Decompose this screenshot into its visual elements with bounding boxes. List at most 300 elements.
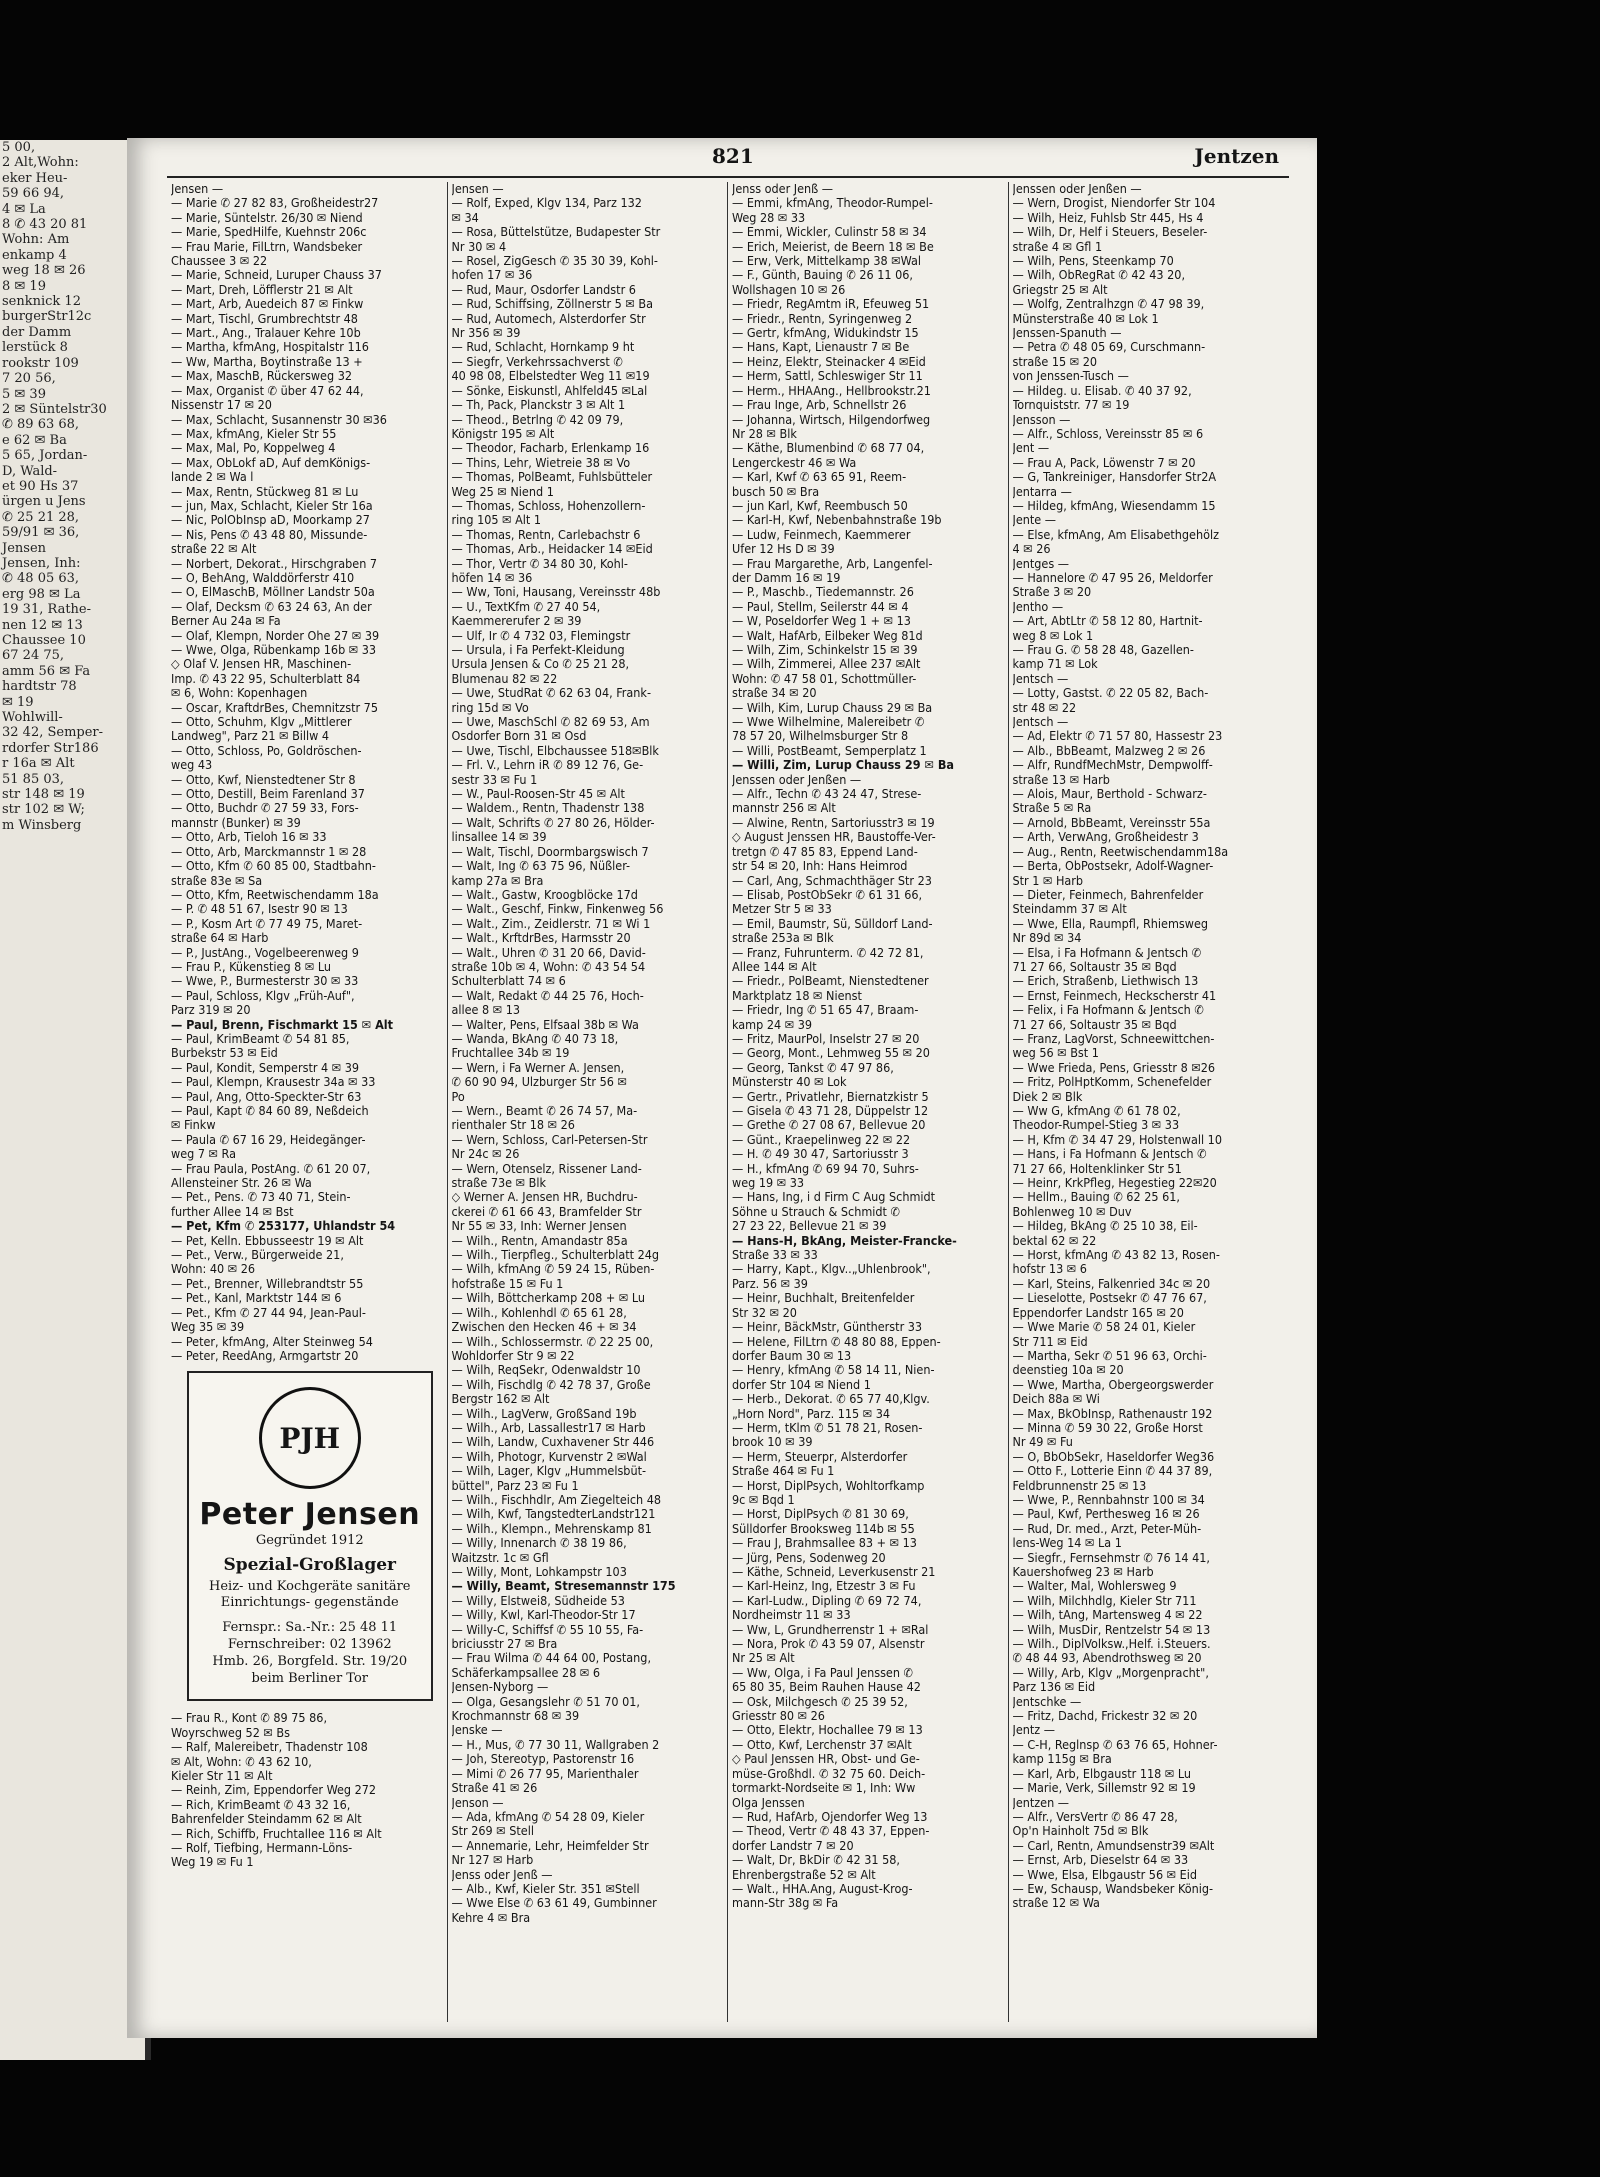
directory-entry: — Max, ObLokf aD, Auf demKönigs- (171, 455, 371, 470)
directory-entry: — Frl. V., Lehrn iR ✆ 89 12 76, Ge- (451, 758, 644, 773)
facing-page-line: Wohn: Am (2, 232, 70, 248)
directory-entry: ✉ Alt, Wohn: ✆ 43 62 10, (171, 1754, 312, 1769)
directory-entry: — Otto, Schloss, Po, Goldröschen- (171, 743, 362, 758)
surname-heading: Jenssen oder Jenßen — (1012, 182, 1142, 196)
directory-entry: — Henry, kfmAng ✆ 58 14 11, Nien- (732, 1363, 935, 1378)
directory-entry: straße 83e ✉ Sa (171, 873, 263, 888)
directory-entry: — Otto, Arb, Marckmannstr 1 ✉ 28 (171, 844, 367, 859)
directory-entry: — Otto, Kfm ✆ 60 85 00, Stadtbahn- (171, 859, 376, 874)
directory-entry: — Max, Organist ✆ über 47 62 44, (171, 383, 364, 398)
directory-entry: Str 269 ✉ Stell (451, 1824, 534, 1839)
directory-entry: Parz 136 ✉ Eid (1012, 1680, 1096, 1695)
directory-entry: — Walt., HHA.Ang, August-Krog- (732, 1881, 913, 1896)
directory-entry: — Hans, Ing, i d Firm C Aug Schmidt (732, 1190, 936, 1205)
directory-entry: Schäferkampsallee 28 ✉ 6 (451, 1665, 601, 1680)
directory-entry: — Ww, Olga, i Fa Paul Jenssen ✆ (732, 1665, 913, 1680)
directory-entry: — Siegfr, Verkehrssachverst ✆ (451, 354, 623, 369)
directory-entry: — Paul, Ang, Otto-Speckter-Str 63 (171, 1089, 362, 1104)
surname-heading: Jentzen — (1012, 1795, 1070, 1810)
directory-entry: — Fritz, PolHptKomm, Schenefelder (1012, 1075, 1212, 1090)
directory-entry: — Marie, SpedHilfe, Kuehnstr 206c (171, 225, 367, 240)
header-rule (167, 176, 1289, 178)
directory-entry: mann-Str 38g ✉ Fa (732, 1896, 839, 1911)
directory-entry: straße 15 ✉ 20 (1012, 354, 1098, 369)
directory-entry: — H., Mus, ✆ 77 30 11, Wallgraben 2 (451, 1737, 660, 1752)
directory-entry: — Frau Inge, Arb, Schnellstr 26 (732, 398, 907, 413)
directory-entry: 40 98 08, Elbelstedter Weg 11 ✉19 (451, 369, 650, 384)
directory-entry: Straße 41 ✉ 26 (451, 1781, 538, 1796)
directory-entry: — Wwe Marie ✆ 58 24 01, Kieler (1012, 1320, 1196, 1335)
directory-entry: Söhne u Strauch & Schmidt ✆ (732, 1204, 900, 1219)
facing-page-line: Chaussee 10 (2, 633, 86, 648)
directory-entry: 27 23 22, Bellevue 21 ✉ 39 (732, 1219, 887, 1234)
directory-entry: lens-Weg 14 ✉ La 1 (1012, 1536, 1122, 1551)
directory-entry: Marktplatz 18 ✉ Nienst (732, 988, 862, 1003)
directory-entry: — jun, Max, Schlacht, Kieler Str 16a (171, 498, 373, 513)
facing-page-line: 2 Alt,Wohn: (2, 155, 79, 171)
surname-heading: Jentsch — (1012, 715, 1069, 730)
directory-entry: — Ulf, Ir ✆ 4 732 03, Flemingstr (451, 628, 631, 643)
facing-page-line: erg 98 ✉ La (2, 586, 81, 602)
directory-entry: — Wilh, Heiz, Fuhlsb Str 445, Hs 4 (1012, 210, 1204, 225)
directory-entry: — Walter, Pens, Elfsaal 38b ✉ Wa (451, 1017, 639, 1032)
directory-entry: mannstr 256 ✉ Alt (732, 801, 836, 816)
directory-entry: — Pet., Kanl, Marktstr 144 ✉ 6 (171, 1291, 342, 1306)
directory-entry: — Carl, Ang, Schmachthäger Str 23 (732, 873, 932, 888)
directory-entry: Parz 319 ✉ 20 (171, 1003, 251, 1018)
directory-entry: — Wilh, Photogr, Kurvenstr 2 ✉Wal (451, 1449, 647, 1464)
directory-column-2 (448, 182, 729, 2022)
directory-column-3 (728, 182, 1009, 2022)
directory-entry: — Mart, Arb, Auedeich 87 ✉ Finkw (171, 297, 364, 312)
directory-entry: — P., JustAng., Vogelbeerenweg 9 (171, 945, 359, 960)
directory-entry: str 54 ✉ 20, Inh: Hans Heimrod (732, 859, 908, 874)
surname-heading: Jentho — (1012, 599, 1064, 614)
directory-entry: — Jürg, Pens, Sodenweg 20 (732, 1550, 886, 1565)
directory-entry: — W, Poseldorfer Weg 1 + ✉ 13 (732, 614, 911, 629)
directory-entry: — Oscar, KraftdrBes, Chemnitzstr 75 (171, 700, 378, 715)
directory-entry: Zwischen den Hecken 46 + ✉ 34 (451, 1320, 637, 1335)
directory-entry: — Thor, Vertr ✆ 34 80 30, Kohl- (451, 556, 628, 571)
directory-entry: — Uwe, MaschSchl ✆ 82 69 53, Am (451, 715, 650, 730)
directory-entry: Theodor-Rumpel-Stieg 3 ✉ 33 (1012, 1118, 1180, 1133)
directory-entry: — G, Tankreiniger, Hansdorfer Str2A (1012, 470, 1217, 485)
facing-page-line: 51 85 03, (2, 771, 65, 787)
directory-entry: — Alb., Kwf, Kieler Str. 351 ✉Stell (451, 1881, 640, 1896)
directory-entry: 65 80 35, Beim Rauhen Hause 42 (732, 1680, 921, 1695)
directory-entry: — Rud, Maur, Osdorfer Landstr 6 (451, 282, 636, 297)
directory-entry: — Walt, Tischl, Doormbargswisch 7 (451, 844, 649, 859)
directory-entry: — Mimi ✆ 26 77 95, Marienthaler (451, 1766, 639, 1781)
directory-entry: straße 34 ✉ 20 (732, 686, 817, 701)
directory-entry: — Willy, Innenarch ✆ 38 19 86, (451, 1536, 627, 1551)
directory-entry: — Wern, Drogist, Niendorfer Str 104 (1012, 196, 1216, 211)
directory-entry: — Marie, Schneid, Luruper Chauss 37 (171, 268, 382, 283)
directory-entry: — Johanna, Wirtsch, Hilgendorfweg (732, 412, 931, 427)
directory-entry: — Herm, tKlm ✆ 51 78 21, Rosen- (732, 1420, 923, 1435)
directory-entry: — Thomas, Rentn, Carlebachstr 6 (451, 527, 641, 542)
directory-entry: — Theodor, Facharb, Erlenkamp 16 (451, 441, 650, 456)
directory-entry: Nr 356 ✉ 39 (451, 326, 521, 341)
directory-entry: Feldbrunnenstr 25 ✉ 13 (1012, 1478, 1147, 1493)
facing-page-line: ✆ 48 05 63, (2, 571, 80, 587)
directory-entry: — H., kfmAng ✆ 69 94 70, Suhrs- (732, 1161, 919, 1176)
directory-entry: — Nora, Prok ✆ 43 59 07, Alsenstr (732, 1637, 925, 1652)
directory-entry: Olga Jenssen (732, 1795, 805, 1810)
directory-entry: Metzer Str 5 ✉ 33 (732, 902, 832, 917)
directory-entry: Osdorfer Born 31 ✉ Osd (451, 729, 587, 744)
directory-entry: — O, ElMaschB, Möllner Landstr 50a (171, 585, 375, 600)
facing-page-line: 5 ✉ 39 (2, 386, 46, 402)
directory-entry: — Olaf, Klempn, Norder Ohe 27 ✉ 39 (171, 628, 380, 643)
directory-entry: 71 27 66, Soltaustr 35 ✉ Bqd (1012, 1017, 1177, 1032)
directory-entry: linsallee 14 ✉ 39 (451, 830, 547, 845)
directory-entry: — Wilh, Zimmerei, Allee 237 ✉Alt (732, 657, 921, 672)
directory-entry: büttel", Parz 23 ✉ Fu 1 (451, 1478, 579, 1493)
directory-entry: Münsterstraße 40 ✉ Lok 1 (1012, 311, 1159, 326)
directory-entry: ✉ 6, Wohn: Kopenhagen (171, 686, 308, 701)
directory-entry: — Rich, KrimBeamt ✆ 43 32 16, (171, 1797, 351, 1812)
directory-entry: ◇ Paul Jenssen HR, Obst- und Ge- (732, 1752, 920, 1767)
directory-entry: Königstr 195 ✉ Alt (451, 426, 555, 441)
directory-column-1 (167, 182, 448, 2022)
ad-telex: Fernschreiber: 02 13962 (227, 1637, 392, 1653)
directory-entry: 9c ✉ Bqd 1 (732, 1492, 795, 1507)
directory-entry: — Wwe Wilhelmine, Malereibetr ✆ (732, 715, 925, 730)
directory-entry: — Herb., Dekorat. ✆ 65 77 40,Klgv. (732, 1392, 930, 1407)
surname-heading: Jentges — (1012, 556, 1070, 571)
advertisement-peter-jensen (187, 1371, 433, 1701)
directory-entry: dorfer Landstr 7 ✉ 20 (732, 1838, 854, 1853)
facing-page-line: e 62 ✉ Ba (2, 432, 67, 448)
directory-entry: — Max, MaschB, Rückersweg 32 (171, 369, 352, 384)
directory-entry: — Wilh, Lager, Klgv „Hummelsbüt- (451, 1464, 647, 1479)
directory-entry: — Gisela ✆ 43 71 28, Düppelstr 12 (732, 1104, 929, 1118)
directory-entry: — Wilh., Rentn, Amandastr 85a (451, 1233, 628, 1248)
directory-entry: brook 10 ✉ 39 (732, 1435, 813, 1450)
directory-entry: straße 64 ✉ Harb (171, 931, 269, 946)
directory-entry: Sülldorfer Brooksweg 114b ✉ 55 (732, 1521, 915, 1536)
directory-entry: — Frau R., Kont ✆ 89 75 86, (171, 1711, 328, 1726)
surname-heading: Jenson — (451, 1795, 504, 1810)
directory-entry: — Georg, Mont., Lehmweg 55 ✉ 20 (732, 1046, 930, 1061)
directory-entry: straße 4 ✉ Gfl 1 (1012, 239, 1103, 254)
directory-entry: Weg 35 ✉ 39 (171, 1320, 245, 1335)
directory-entry: — Wwe, Martha, Obergeorgswerder (1012, 1377, 1214, 1392)
directory-entry: Nr 89d ✉ 34 (1012, 931, 1082, 946)
directory-entry: — Gertr., Privatlehr, Biernatzkistr 5 (732, 1089, 929, 1104)
directory-entry: — Grethe ✆ 27 08 67, Bellevue 20 (732, 1118, 926, 1133)
directory-entry: — Theod, Vertr ✆ 48 43 37, Eppen- (732, 1824, 930, 1839)
facing-page-line: der Damm (2, 324, 72, 340)
directory-entry: — Ww, Toni, Hausang, Vereinsstr 48b (451, 585, 661, 600)
directory-entry: — Walt., KrftdrBes, Harmsstr 20 (451, 931, 631, 946)
directory-entry: — P., Kosm Art ✆ 77 49 75, Maret- (171, 916, 363, 931)
facing-page-line: weg 18 ✉ 26 (2, 263, 86, 279)
surname-heading: Jensson — (1012, 412, 1071, 427)
directory-entry: ring 15d ✉ Vo (451, 700, 529, 715)
directory-entry: — Arnold, BbBeamt, Vereinsstr 55a (1012, 815, 1211, 830)
directory-entry: — Ada, kfmAng ✆ 54 28 09, Kieler (451, 1809, 645, 1824)
directory-entry: — Rolf, Tiefbing, Hermann-Löns- (171, 1840, 353, 1855)
directory-entry: — Mart, Dreh, Löfflerstr 21 ✉ Alt (171, 282, 353, 297)
directory-entry: Kehre 4 ✉ Bra (451, 1910, 531, 1925)
directory-entry: ✆ 60 90 94, Ulzburger Str 56 ✉ (451, 1075, 627, 1090)
directory-entry: — Rud, Dr. med., Arzt, Peter-Müh- (1012, 1521, 1202, 1536)
directory-entry: — Max, Mal, Po, Koppelweg 4 (171, 441, 336, 456)
directory-entry: — Frau Paula, PostAng. ✆ 61 20 07, (171, 1161, 371, 1176)
directory-entry: Chaussee 3 ✉ 22 (171, 254, 268, 269)
directory-entry: — Karl, Steins, Falkenried 34c ✉ 20 (1012, 1276, 1211, 1291)
directory-entry: — Wilh., Tierpfleg., Schulterblatt 24g (451, 1248, 660, 1263)
directory-entry: — Ww, Martha, Boytinstraße 13 + (171, 354, 363, 369)
directory-entry: — Mart, Tischl, Grumbrechtstr 48 (171, 311, 358, 326)
directory-entry: weg 43 (171, 758, 213, 773)
directory-entry: — Paul, Schloss, Klgv „Früh-Auf", (171, 988, 355, 1003)
directory-entry: Imp. ✆ 43 22 95, Schulterblatt 84 (171, 671, 361, 686)
directory-entry: — Wilh, ObRegRat ✆ 42 43 20, (1012, 268, 1186, 283)
directory-entry: — Alfr., VersVertr ✆ 86 47 28, (1012, 1809, 1178, 1824)
directory-entry: Ehrenbergstraße 52 ✉ Alt (732, 1867, 876, 1882)
directory-entry: — Käthe, Schneid, Leverkusenstr 21 (732, 1565, 936, 1579)
directory-entry: — Osk, Milchgesch ✆ 25 39 52, (732, 1694, 908, 1709)
facing-page-line: rdorfer Str186 (2, 740, 99, 756)
directory-entry: Wohldorfer Str 9 ✉ 22 (451, 1348, 575, 1363)
ad-company-name: Peter Jensen (199, 1497, 421, 1533)
directory-entry: — Lieselotte, Postsekr ✆ 47 76 67, (1012, 1291, 1207, 1306)
directory-entry: — Emil, Baumstr, Sü, Sülldorf Land- (732, 916, 933, 931)
directory-entry: — Ralf, Malereibetr, Thadenstr 108 (171, 1740, 368, 1755)
surname-heading: Jensen-Nyborg — (451, 1680, 549, 1695)
directory-entry: — Mart., Ang., Tralauer Kehre 10b (171, 326, 361, 341)
directory-entry: — Frau Margarethe, Arb, Langenfel- (732, 556, 933, 571)
directory-entry: Waitzstr. 1c ✉ Gfl (451, 1550, 549, 1565)
surname-heading: von Jenssen-Tusch — (1012, 369, 1129, 384)
directory-entry: — Karl, Kwf ✆ 63 65 91, Reem- (732, 470, 907, 485)
directory-entry: — Karl-Heinz, Ing, Etzestr 3 ✉ Fu (732, 1579, 916, 1594)
directory-entry: — Rud, Schiffsing, Zöllnerstr 5 ✉ Ba (451, 297, 653, 312)
facing-page-line: Jensen, Inh: (2, 555, 81, 571)
facing-page-line: senknick 12 (2, 294, 81, 310)
directory-entry: deenstieg 10a ✉ 20 (1012, 1363, 1124, 1378)
facing-page-line: 59 66 94, (2, 186, 65, 202)
directory-entry: — jun Karl, Kwf, Reembusch 50 (732, 498, 908, 513)
directory-entry: — Art, AbtLtr ✆ 58 12 80, Hartnit- (1012, 614, 1203, 629)
directory-entry: — Walt, Dr, BkDir ✆ 42 31 58, (732, 1853, 900, 1868)
directory-entry: — Fritz, Dachd, Frickestr 32 ✉ 20 (1012, 1709, 1198, 1724)
directory-entry: — Walt, Ing ✆ 63 75 96, Nüßler- (451, 859, 631, 874)
directory-entry: — Fritz, MaurPol, Inselstr 27 ✉ 20 (732, 1031, 920, 1046)
ad-phone: Fernspr.: Sa.-Nr.: 25 48 11 (222, 1620, 398, 1636)
directory-entry: — Herm., HHAAng., Hellbrookstr.21 (732, 383, 931, 398)
directory-entry: Nr 49 ✉ Fu (1012, 1435, 1073, 1450)
directory-entry: — Paula ✆ 67 16 29, Heidegänger- (171, 1132, 366, 1147)
facing-page-line: hardtstr 78 (2, 679, 77, 695)
surname-heading: Jenss oder Jenß — (732, 182, 834, 196)
directory-entry: — Hans-H, BkAng, Meister-Francke- (732, 1233, 957, 1248)
surname-heading: Jentschke — (1012, 1694, 1082, 1709)
directory-entry: Bohlenweg 10 ✉ Duv (1012, 1204, 1132, 1219)
directory-entry: — Hildeg. u. Elisab. ✆ 40 37 92, (1012, 383, 1192, 398)
directory-entry: — Paul, Klempn, Krausestr 34a ✉ 33 (171, 1075, 376, 1090)
directory-entry: — Willy, Kwl, Karl-Theodor-Str 17 (451, 1608, 636, 1623)
directory-entry: — Th, Pack, Planckstr 3 ✉ Alt 1 (451, 398, 626, 413)
directory-entry: — Wilh, Böttcherkamp 208 + ✉ Lu (451, 1291, 645, 1306)
directory-entry: — Rud, HafArb, Ojendorfer Weg 13 (732, 1809, 928, 1824)
directory-entry: — Wilh., DiplVolksw.,Helf. i.Steuers. (1012, 1637, 1211, 1652)
directory-entry: — Martha, kfmAng, Hospitalstr 116 (171, 340, 369, 355)
directory-entry: — Franz, LagVorst, Schneewittchen- (1012, 1031, 1215, 1046)
directory-entry: — Walt., Zim., Zeidlerstr. 71 ✉ Wi 1 (451, 916, 651, 931)
directory-entry: — Marie, Süntelstr. 26/30 ✉ Niend (171, 210, 363, 225)
directory-entry: — Wern, Otenselz, Rissener Land- (451, 1161, 642, 1176)
directory-entry: Tornquiststr. 77 ✉ 19 (1012, 398, 1130, 413)
facing-page-line: Wohlwill- (2, 710, 63, 726)
facing-page-line: amm 56 ✉ Fa (2, 663, 91, 679)
directory-entry: Straße 5 ✉ Ra (1012, 801, 1092, 816)
directory-entry: Deich 88a ✉ Wi (1012, 1392, 1100, 1407)
directory-entry: — Ew, Schausp, Wandsbeker König- (1012, 1881, 1214, 1896)
directory-entry: — O, BbObSekr, Haseldorfer Weg36 (1012, 1449, 1215, 1464)
directory-entry: — Nic, PolObInsp aD, Moorkamp 27 (171, 513, 370, 528)
directory-entry: — Otto, Elektr, Hochallee 79 ✉ 13 (732, 1723, 923, 1738)
directory-entry: — Berta, ObPostsekr, Adolf-Wagner- (1012, 859, 1214, 874)
surname-heading: Jensen — (451, 182, 504, 196)
directory-entry: — Wilh, Landw, Cuxhavener Str 446 (451, 1435, 655, 1450)
directory-entry: — Max, kfmAng, Kieler Str 55 (171, 426, 337, 441)
directory-entry: — Hellm., Bauing ✆ 62 25 61, (1012, 1190, 1180, 1205)
directory-entry: — Wilh, Kim, Lurup Chauss 29 ✉ Ba (732, 700, 933, 715)
directory-entry: Lengerckestr 46 ✉ Wa (732, 455, 857, 470)
directory-entry: — Wwe, P., Burmesterstr 30 ✉ 33 (171, 974, 359, 989)
directory-entry: — Uwe, Tischl, Elbchaussee 518✉Blk (451, 743, 659, 758)
directory-entry: — Wwe, Elsa, Elbgaustr 56 ✉ Eid (1012, 1867, 1198, 1882)
directory-entry: — H. ✆ 49 30 47, Sartoriusstr 3 (732, 1147, 909, 1162)
directory-entry: — Paul, Kwf, Perthesweg 16 ✉ 26 (1012, 1507, 1200, 1522)
directory-entry: — Friedr., PolBeamt, Nienstedtener (732, 974, 929, 989)
directory-entry: — Nis, Pens ✆ 43 48 80, Missunde- (171, 527, 368, 542)
directory-entry: ◇ Olaf V. Jensen HR, Maschinen- (171, 657, 352, 672)
directory-entry: Allee 144 ✉ Alt (732, 959, 817, 974)
directory-entry: weg 7 ✉ Ra (171, 1147, 236, 1162)
ad-address: Hmb. 26, Borgfeld. Str. 19/20 (212, 1654, 408, 1670)
directory-entry: Str 711 ✉ Eid (1012, 1334, 1088, 1349)
directory-entry: — Arth, VerwAng, Großheidestr 3 (1012, 830, 1199, 845)
directory-entry: Ursula Jensen & Co ✆ 25 21 28, (451, 657, 630, 672)
directory-entry: Parz. 56 ✉ 39 (732, 1276, 808, 1291)
directory-entry: — Petra ✆ 48 05 69, Curschmann- (1012, 340, 1206, 355)
facing-page-line: 8 ✆ 43 20 81 (2, 217, 88, 233)
surname-heading: Jentsch — (1012, 671, 1069, 686)
directory-entry: dorfer Str 104 ✉ Niend 1 (732, 1377, 871, 1392)
directory-entry: — Reinh, Zim, Eppendorfer Weg 272 (171, 1783, 377, 1798)
directory-entry: — Horst, DiplPsych ✆ 81 30 69, (732, 1507, 909, 1522)
directory-entry: — Dieter, Feinmech, Bahrenfelder (1012, 887, 1204, 902)
directory-entry: ✉ Finkw (171, 1118, 216, 1133)
surname-heading: Jent — (1012, 441, 1050, 456)
directory-entry: Schulterblatt 74 ✉ 6 (451, 974, 566, 989)
facing-page-line: 7 20 56, (2, 371, 56, 387)
directory-entry: — Alwine, Rentn, Sartoriusstr3 ✉ 19 (732, 815, 935, 830)
facing-page-line: rookstr 109 (2, 355, 79, 371)
directory-entry: — Wilh, Pens, Steenkamp 70 (1012, 254, 1174, 269)
directory-entry: — Ww G, kfmAng ✆ 61 78 02, (1012, 1104, 1181, 1118)
directory-entry: — Alois, Maur, Berthold - Schwarz- (1012, 787, 1207, 802)
directory-entry: sestr 33 ✉ Fu 1 (451, 772, 538, 787)
directory-entry: — Wilh, Dr, Helf i Steuers, Beseler- (1012, 225, 1208, 240)
facing-page-line: ✉ 19 (2, 694, 34, 710)
directory-entry: — Otto, Arb, Tieloh 16 ✉ 33 (171, 830, 327, 845)
directory-entry: — Pet., Verw., Bürgerweide 21, (171, 1248, 344, 1263)
directory-entry: — Georg, Tankst ✆ 47 97 86, (732, 1060, 894, 1075)
surname-heading: Jente — (1012, 513, 1057, 528)
directory-entry: — Hans, Kapt, Lienaustr 7 ✉ Be (732, 340, 910, 355)
directory-entry: Blumenau 82 ✉ 22 (451, 671, 558, 686)
directory-entry: Wollshagen 10 ✉ 26 (732, 282, 846, 297)
directory-entry: — Otto, Destill, Beim Farenland 37 (171, 787, 365, 802)
directory-entry: weg 8 ✉ Lok 1 (1012, 628, 1094, 643)
directory-entry: — W., Paul-Roosen-Str 45 ✉ Alt (451, 787, 625, 802)
surname-heading: Jenssen oder Jenßen — (732, 772, 862, 787)
directory-entry: — Walt, Schrifts ✆ 27 80 26, Hölder- (451, 815, 655, 830)
directory-entry: — Siegfr., Fernsehmstr ✆ 76 14 41, (1012, 1550, 1210, 1565)
directory-entry: — Wilh, MusDir, Rentzelstr 54 ✉ 13 (1012, 1622, 1211, 1637)
directory-entry: — Pet, Kelln. Ebbusseestr 19 ✉ Alt (171, 1233, 364, 1248)
directory-entry: ✆ 48 44 93, Abendrothsweg ✉ 20 (1012, 1651, 1202, 1666)
directory-entry: — P. ✆ 48 51 67, Isestr 90 ✉ 13 (171, 902, 348, 917)
directory-entry: — Friedr, RegAmtm iR, Efeuweg 51 (732, 297, 930, 312)
directory-entry: Krochmannstr 68 ✉ 39 (451, 1709, 580, 1724)
directory-entry: Griegstr 25 ✉ Alt (1012, 282, 1108, 297)
directory-entry: Nordheimstr 11 ✉ 33 (732, 1608, 851, 1623)
directory-entry: further Allee 14 ✉ Bst (171, 1204, 294, 1219)
directory-entry: — Rich, Schiffb, Fruchtallee 116 ✉ Alt (171, 1826, 382, 1841)
directory-entry: — Emmi, Wickler, Culinstr 58 ✉ 34 (732, 225, 927, 240)
directory-entry: 71 27 66, Holtenklinker Str 51 (1012, 1161, 1182, 1176)
company-logo: PJH (259, 1387, 361, 1489)
directory-entry: — Otto, Kwf, Lerchenstr 37 ✉Alt (732, 1737, 912, 1752)
directory-entry: — Pet., Brenner, Willebrandtstr 55 (171, 1276, 364, 1291)
directory-entry: Nissenstr 17 ✉ 20 (171, 398, 272, 413)
directory-entry: — Otto, Schuhm, Klgv „Mittlerer (171, 715, 352, 730)
directory-entry: — Herm, Steuerpr, Alsterdorfer (732, 1449, 908, 1464)
facing-page-line: 5 00, (2, 140, 36, 155)
page-number: 821 (712, 144, 754, 168)
directory-entry: — Paul, Kapt ✆ 84 60 89, Neßdeich (171, 1104, 369, 1118)
directory-entry: — Erich, Meierist, de Beern 18 ✉ Be (732, 239, 934, 254)
directory-entry: der Damm 16 ✉ 19 (732, 570, 841, 585)
running-head: Jentzen (1194, 144, 1279, 168)
facing-page-line: r 16a ✉ Alt (2, 756, 75, 772)
facing-page-line: ✆ 89 63 68, (2, 417, 80, 433)
directory-entry: — Peter, kfmAng, Alter Steinweg 54 (171, 1334, 373, 1349)
directory-entry: — Martha, Sekr ✆ 51 96 63, Orchi- (1012, 1348, 1207, 1363)
facing-page-line: Jensen (2, 540, 47, 556)
directory-entry: kamp 115g ✉ Bra (1012, 1752, 1112, 1767)
directory-entry: — Rosa, Büttelstütze, Budapester Str (451, 225, 661, 240)
directory-entry: — Pet, Kfm ✆ 253177, Uhlandstr 54 (171, 1219, 396, 1234)
directory-entry: — Alfr, RundfMechMstr, Dempwolff- (1012, 758, 1213, 773)
directory-entry: 4 ✉ 26 (1012, 542, 1051, 557)
surname-heading: Jensen — (171, 182, 224, 196)
directory-entry: — Willy, Mont, Lohkampstr 103 (451, 1565, 627, 1579)
directory-entry: — Wilh, ReqSekr, Odenwaldstr 10 (451, 1363, 641, 1378)
directory-entry: — Willy, Arb, Klgv „Morgenpracht", (1012, 1665, 1209, 1680)
directory-entry: — Walt., Gastw, Kroogblöcke 17d (451, 887, 638, 902)
directory-entry: — Friedr., Rentn, Syringenweg 2 (732, 311, 913, 326)
directory-entry: — Herm, Sattl, Schleswiger Str 11 (732, 369, 923, 384)
facing-page-line: 59/91 ✉ 36, (2, 525, 80, 541)
